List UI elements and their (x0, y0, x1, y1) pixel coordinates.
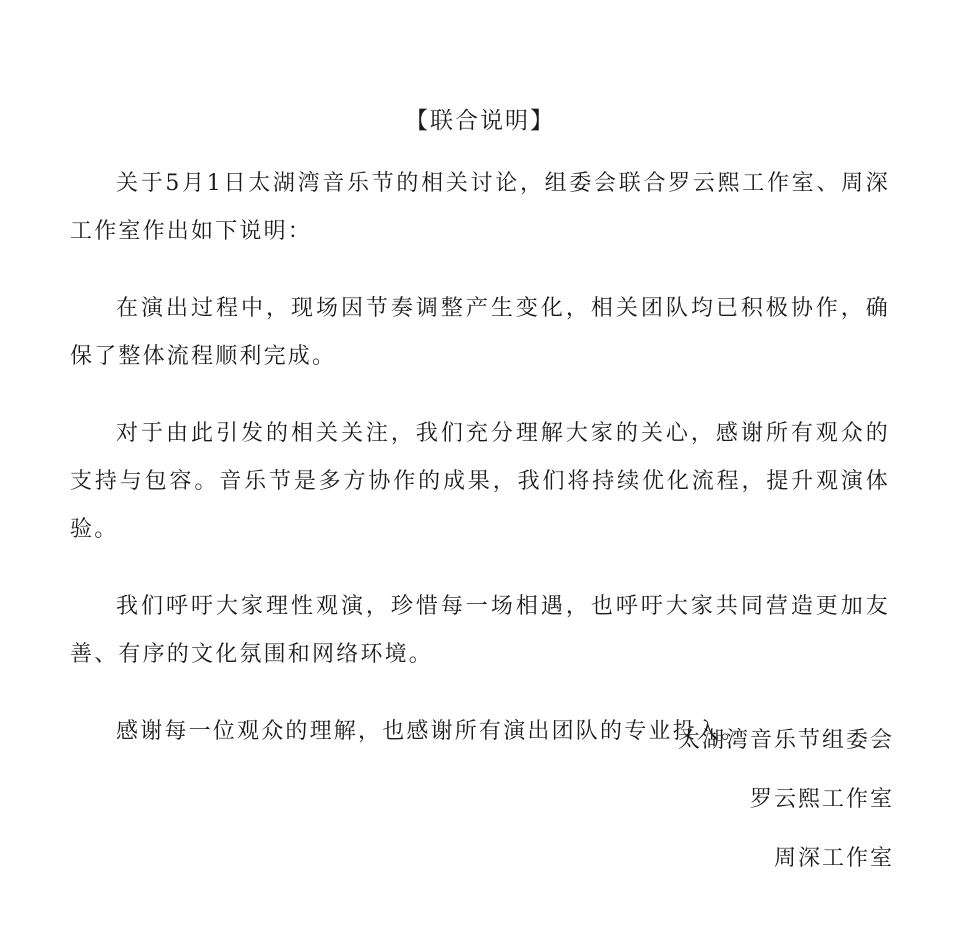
signature-block (678, 726, 894, 903)
paragraph-thanks: 感谢每一位观众的理解，也感谢所有演出团队的专业投入。 (116, 719, 746, 744)
paragraph-intro: 关于5月1日太湖湾音乐节的相关讨论，组委会联合罗云熙工作室、周深工作室作出如下说明： (70, 171, 890, 244)
document-title: 【联合说明】 (405, 108, 555, 134)
paragraph-performance: 在演出过程中，现场因节奏调整产生变化，相关团队均已积极协作，确保了整体流程顺利完成。 (70, 296, 890, 369)
signature-luo-yunxi-studio: 罗云熙工作室 (749, 787, 894, 812)
paragraph-attention: 对于由此引发的相关关注，我们充分理解大家的关心，感谢所有观众的支持与包容。音乐节是多方协作的成果，我们将持续优化流程，提升观演体验。 (70, 421, 890, 542)
signature-organizer: 太湖湾音乐节组委会 (677, 728, 894, 753)
document-body (70, 160, 890, 785)
paragraph-appeal: 我们呼吁大家理性观演，珍惜每一场相遇，也呼吁大家共同营造更加友善、有序的文化氛围和网络环境。 (70, 594, 890, 667)
signature-zhou-shen-studio: 周深工作室 (773, 846, 894, 871)
